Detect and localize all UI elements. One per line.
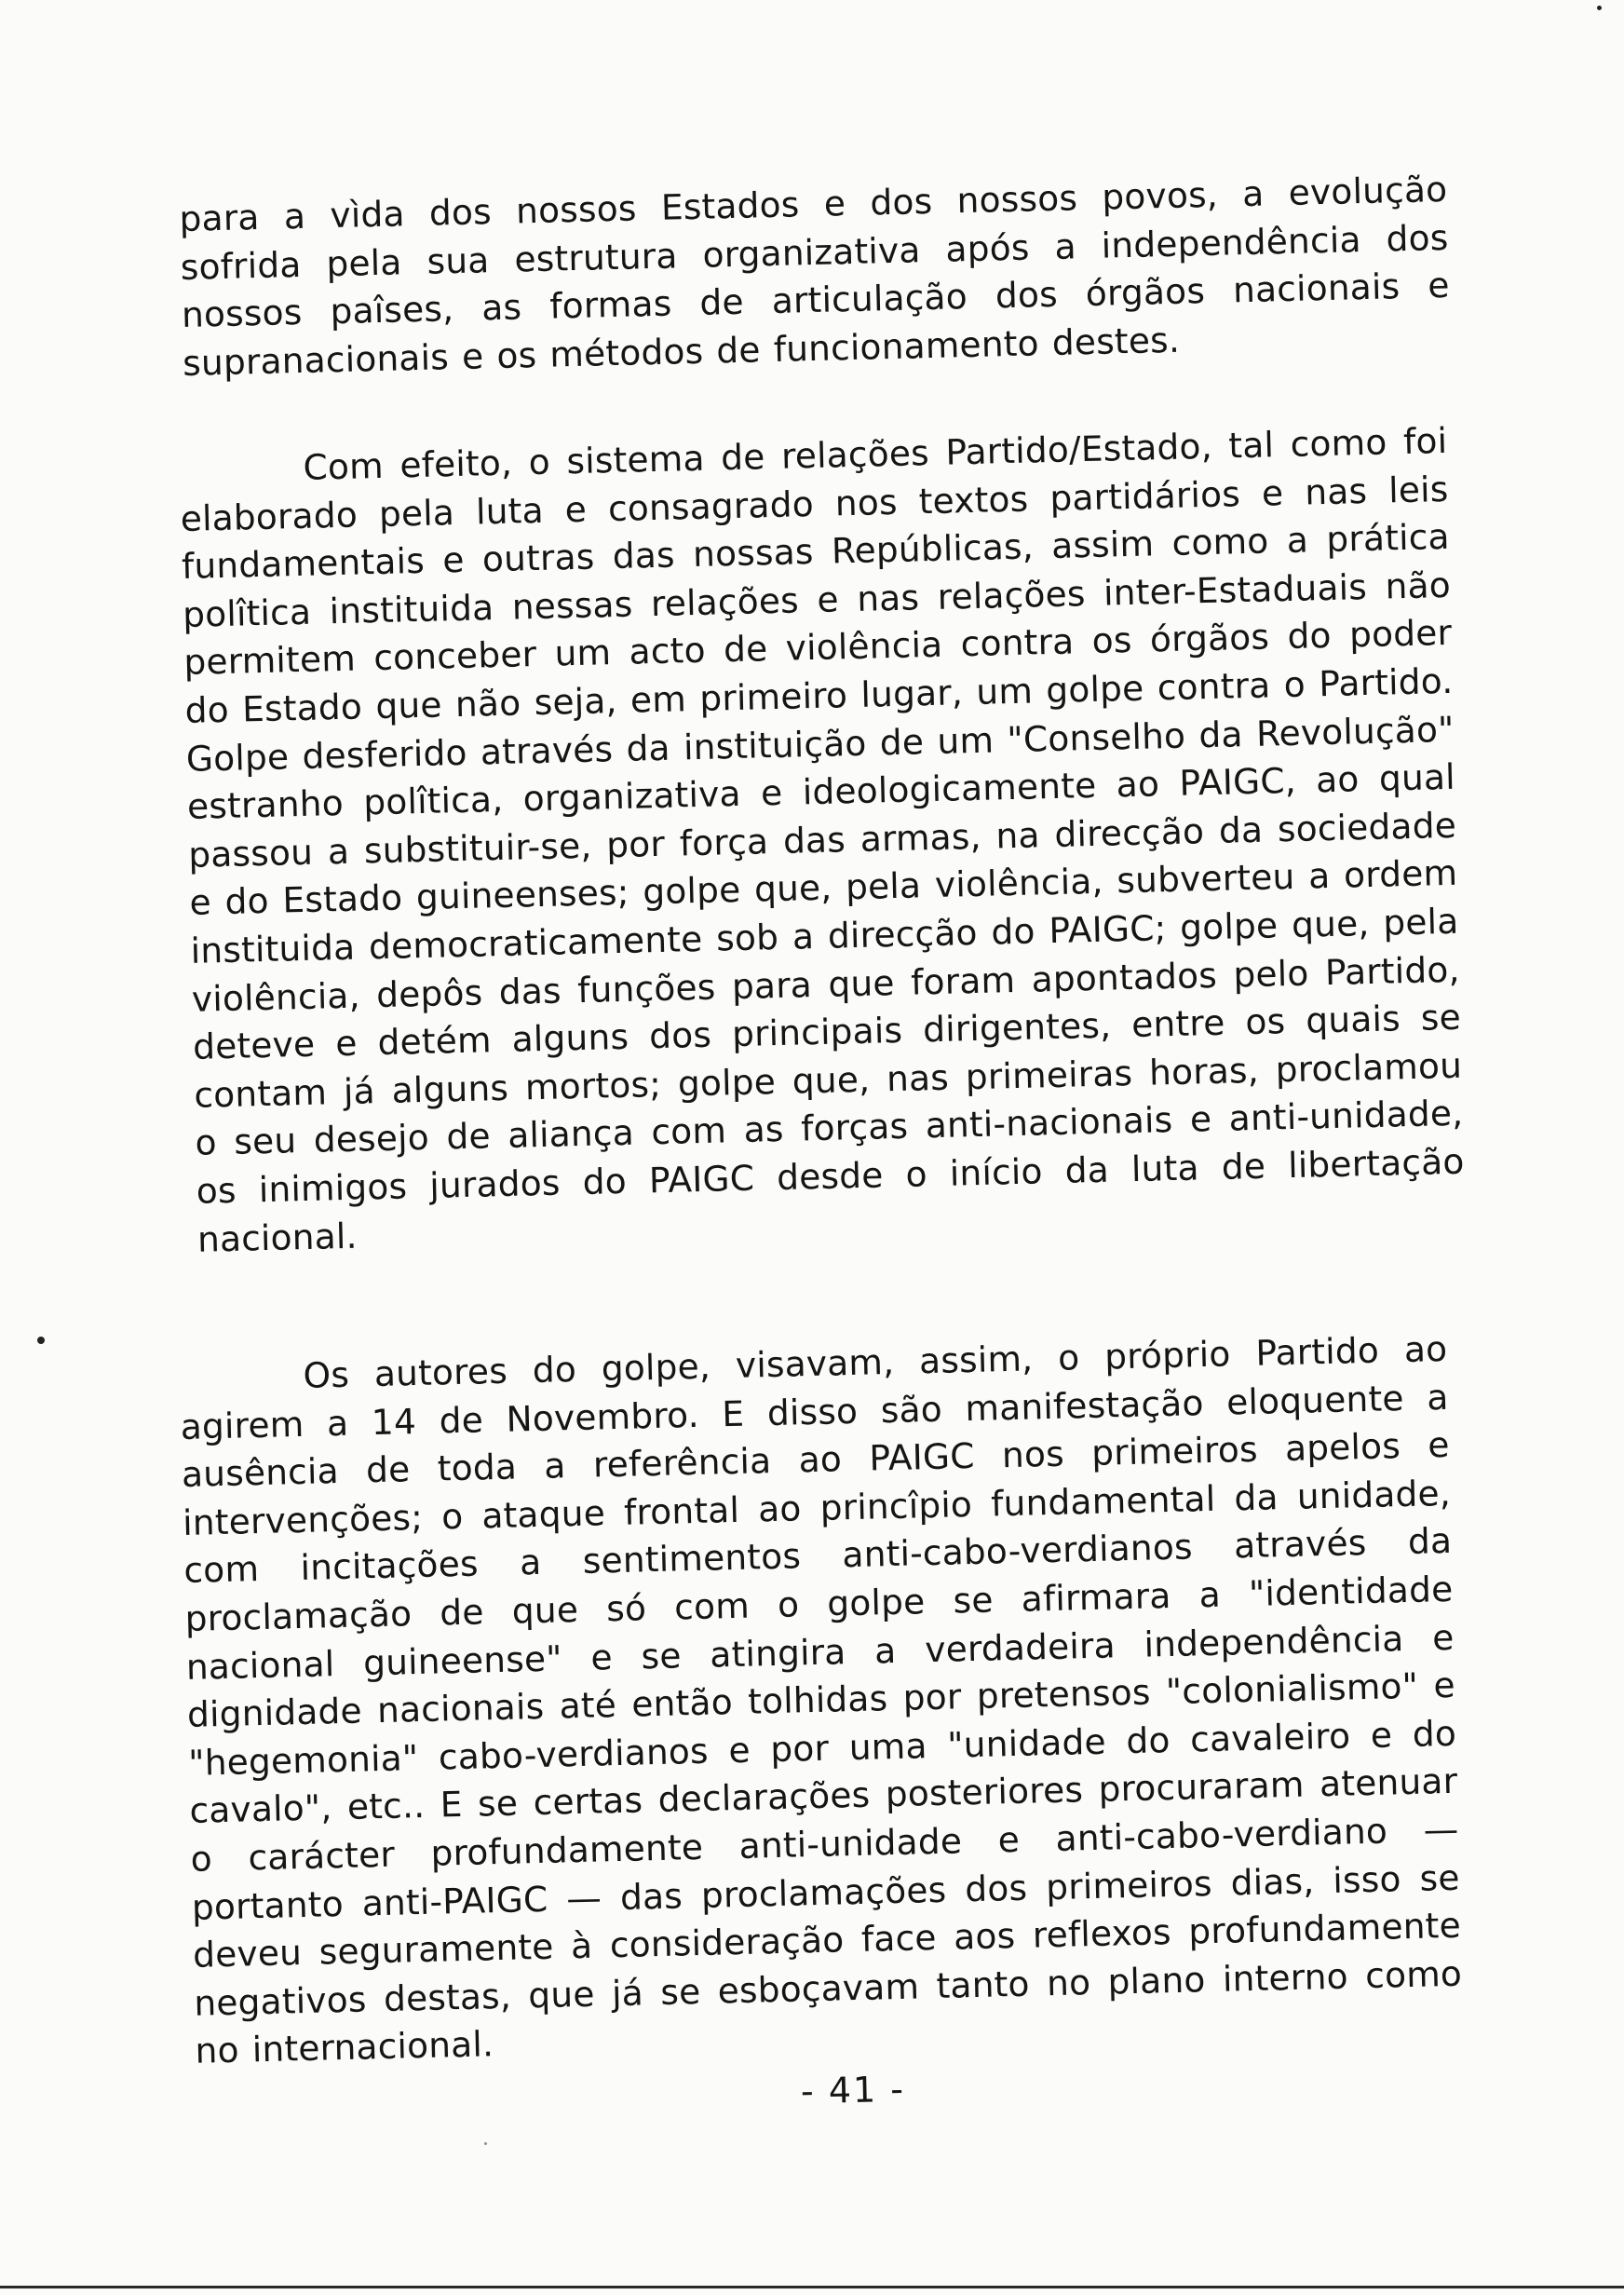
scan-speck-left xyxy=(37,1337,45,1344)
paragraph-3-block xyxy=(179,1325,1464,2076)
page-number: - 41 - xyxy=(800,2068,906,2112)
paragraph-2: Com efeito, o sistema de relações Partido/Estado, tal como foi elaborado pela luta e consagrado nos textos partidários e nas leis fundamentais e outras das nossas Repúblicas, assim como a prática polîtica instituida nessas relações e nas relações inter-Estaduais não permitem conceber um acto de violência contra os órgãos do poder do Estado que não seja, em primeiro lugar, um golpe contra o Partido. Golpe desferido através da instituição de um "Conselho da Revolução" estranho polîtica, organizativa e ideologicamente ao PAIGC, ao qual passou a substituir-se, por força das armas, na direcção da sociedade e do Estado guineenses; golpe que, pela violência, subverteu a ordem instituida democraticamente sob a direcção do PAIGC; golpe que, pela violência, depôs das funções para que foram apontados pelo Partido, deteve e detém alguns dos principais dirigentes, entre os quais se contam já alguns mortos; golpe que, nas primeiras horas, proclamou o seu desejo de aliança com as forças anti-nacionais e anti-unidade, os inimigos jurados do PAIGC desde o início da luta de libertação nacional. xyxy=(180,419,1465,1260)
scan-speck-top xyxy=(1597,6,1602,10)
paragraph-3: Os autores do golpe, visavam, assim, o próprio Partido ao agirem a 14 de Novembro. E disso são manifestação eloquente a ausência de toda a referência ao PAIGC nos primeiros apelos e intervenções; o ataque frontal ao princîpio fundamental da unidade, com incitações a sentimentos anti-cabo-verdianos através da proclamação de que só com o golpe se afirmara a "identidade nacional guineense" e se atingira a verdadeira independência e dignidade nacionais até então tolhidas por pretensos "colonialismo" e "hegemonia" cabo-verdianos e por uma "unidade do cavaleiro e do cavalo", etc.. E se certas declarações posteriores procuraram atenuar o carácter profundamente anti-unidade e anti-cabo-verdiano — portanto anti-PAIGC — das proclamações dos primeiros dias, isso se deveu seguramente à consideração face aos reflexos profundamente negativos destas, que já se esboçavam tanto no plano interno como no internacional. xyxy=(180,1327,1463,2072)
paragraph-1-block xyxy=(179,166,1451,387)
bottom-edge-line xyxy=(0,2286,1624,2288)
paragraph-1: para a vìda dos nossos Estados e dos nossos povos, a evolução sofrida pela sua estrutura organizativa após a independência dos nossos paîses, as formas de articulação dos órgãos nacionais e supranacionais e os métodos de funcionamento destes. xyxy=(179,168,1451,384)
scan-speck-bottom xyxy=(484,2142,487,2145)
paragraph-2-block xyxy=(179,417,1466,1264)
